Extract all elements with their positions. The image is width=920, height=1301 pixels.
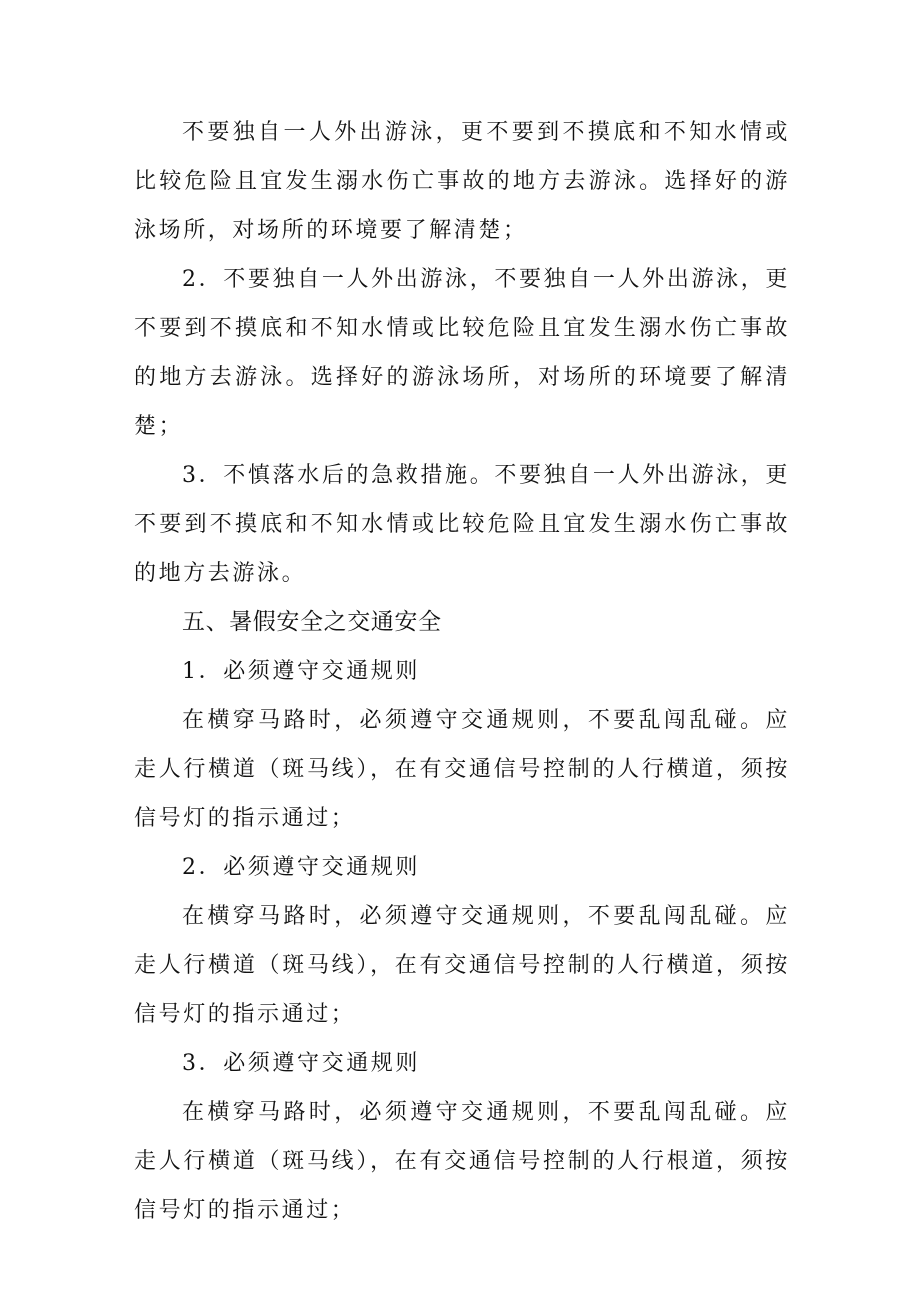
item-title-2: 2．必须遵守交通规则	[182, 855, 420, 880]
document-body	[134, 108, 790, 1235]
paragraph-traffic-3: 在横穿马路时，必须遵守交通规则，不要乱闯乱碰。应走人行横道（斑马线），在有交通信号控制的人行根道，须按信号灯的指示通过；	[134, 1100, 790, 1223]
paragraph-swimming-2: 2．不要独自一人外出游泳，不要独自一人外出游泳，更不要到不摸底和不知水情或比较危险且宜发生溺水伤亡事故的地方去游泳。选择好的游泳场所，对场所的环境要了解清楚；	[134, 267, 790, 439]
item-title-1: 1．必须遵守交通规则	[182, 659, 420, 684]
paragraph-swimming-1: 不要独自一人外出游泳，更不要到不摸底和不知水情或比较危险且宜发生溺水伤亡事故的地方去游泳。选择好的游泳场所，对场所的环境要了解清楚；	[134, 120, 790, 243]
paragraph-swimming-3: 3．不慎落水后的急救措施。不要独自一人外出游泳，更不要到不摸底和不知水情或比较危险且宜发生溺水伤亡事故的地方去游泳。	[134, 463, 790, 586]
item-title-3: 3．必须遵守交通规则	[182, 1051, 420, 1076]
paragraph-traffic-1: 在横穿马路时，必须遵守交通规则，不要乱闯乱碰。应走人行横道（斑马线），在有交通信号控制的人行横道，须按信号灯的指示通过；	[134, 708, 790, 831]
section-heading-traffic-safety: 五、暑假安全之交通安全	[182, 609, 442, 635]
paragraph-traffic-2: 在横穿马路时，必须遵守交通规则，不要乱闯乱碰。应走人行横道（斑马线），在有交通信号控制的人行横道，须按信号灯的指示通过；	[134, 904, 790, 1027]
